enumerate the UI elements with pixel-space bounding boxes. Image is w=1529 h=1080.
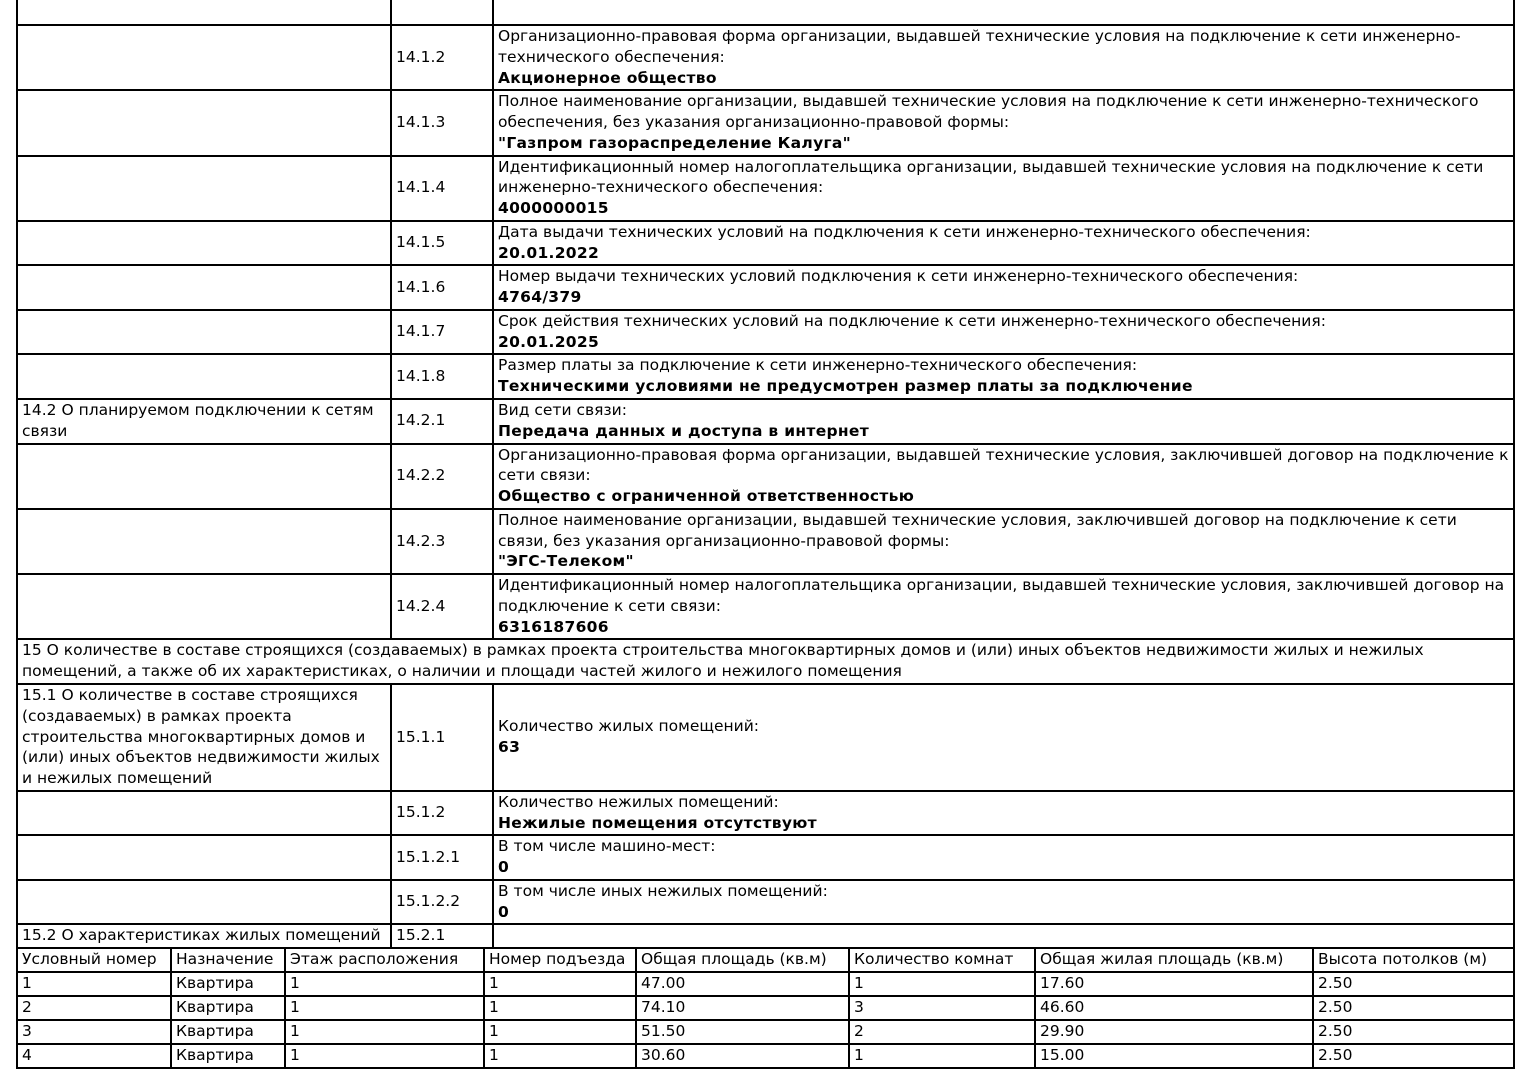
item-number-cell: 14.1.5 <box>391 221 493 266</box>
table-row <box>17 924 1514 948</box>
declaration-main-table-body <box>17 0 1514 948</box>
left-empty-cell <box>17 25 391 90</box>
field-label: Идентификационный номер налогоплательщика организации, выдавшей технические условия на подключение к сети инженерно-технического обеспечения: <box>498 157 1484 197</box>
field-cell <box>493 574 1514 639</box>
field-value: Техническими условиями не предусмотрен размер платы за подключение <box>498 377 1193 396</box>
left-empty-cell <box>17 880 391 925</box>
apartment-row <box>17 972 1514 996</box>
apartment-cell: 1 <box>484 1044 636 1068</box>
field-cell <box>493 265 1514 310</box>
field-label: В том числе иных нежилых помещений: <box>498 881 828 900</box>
field-label: Организационно-правовая форма организации, выдавшей технические условия на подключение к сети инженерно-технического обеспечения: <box>498 27 1461 66</box>
column-header: Количество комнат <box>849 948 1035 972</box>
column-header: Назначение <box>171 948 285 972</box>
field-cell <box>493 156 1514 221</box>
section-title-cell: 15.2 О характеристиках жилых помещений <box>17 924 391 948</box>
left-empty-cell <box>17 156 391 221</box>
table-row <box>17 399 1514 444</box>
left-empty-cell <box>17 835 391 880</box>
column-header: Этаж расположения <box>285 948 484 972</box>
apartment-cell: 2.50 <box>1313 972 1514 996</box>
column-header: Высота потолков (м) <box>1313 948 1514 972</box>
apartment-cell: 29.90 <box>1035 1020 1313 1044</box>
apartment-cell: 1 <box>849 972 1035 996</box>
section-title-cell: 15.1 О количестве в составе строящихся (создаваемых) в рамках проекта строительства многоквартирных домов и (или) иных объектов недвижимости жилых и нежилых помещений <box>17 684 391 791</box>
field-cell <box>493 791 1514 836</box>
field-value: 20.01.2022 <box>498 243 600 262</box>
apartment-cell: 2 <box>17 996 171 1020</box>
apartment-cell: 2.50 <box>1313 1020 1514 1044</box>
field-value: "ЭГС-Телеком" <box>498 552 634 571</box>
apartment-cell: 2.50 <box>1313 1044 1514 1068</box>
apartment-cell: 15.00 <box>1035 1044 1313 1068</box>
table-row <box>17 90 1514 155</box>
field-label: Полное наименование организации, выдавшей технические условия, заключившей договор на подключение к сети связи, без указания организационно-правовой формы: <box>498 510 1457 550</box>
apartment-row <box>17 1020 1514 1044</box>
field-value: Общество с ограниченной ответственностью <box>498 487 915 506</box>
field-cell <box>493 0 1514 25</box>
apartment-cell: Квартира <box>171 1044 285 1068</box>
left-empty-cell <box>17 444 391 509</box>
item-number-cell: 14.2.4 <box>391 574 493 639</box>
apartment-cell: 1 <box>285 1020 484 1044</box>
apartment-cell: 1 <box>484 972 636 996</box>
apartment-row <box>17 1044 1514 1068</box>
field-label: Полное наименование организации, выдавшей технические условия на подключение к сети инженерно-технического обеспечения, без указания организационно-правовой формы: <box>498 92 1479 132</box>
field-cell <box>493 924 1514 948</box>
table-row <box>17 310 1514 355</box>
field-value: 6316187606 <box>498 617 609 636</box>
table-row <box>17 221 1514 266</box>
apartment-cell: 1 <box>484 1020 636 1044</box>
field-value: 63 <box>498 737 521 756</box>
field-cell <box>493 684 1514 791</box>
table-row <box>17 444 1514 509</box>
apartment-cell: 74.10 <box>636 996 849 1020</box>
apartment-cell: 51.50 <box>636 1020 849 1044</box>
left-empty-cell <box>17 509 391 574</box>
apartment-cell: 2.50 <box>1313 996 1514 1020</box>
item-number-cell <box>391 0 493 25</box>
field-cell <box>493 354 1514 399</box>
apartment-cell: 1 <box>849 1044 1035 1068</box>
left-empty-cell <box>17 0 391 25</box>
apartment-cell: Квартира <box>171 972 285 996</box>
item-number-cell: 15.1.1 <box>391 684 493 791</box>
apartment-cell: 1 <box>285 1044 484 1068</box>
item-number-cell: 14.1.6 <box>391 265 493 310</box>
field-label: Дата выдачи технических условий на подключения к сети инженерно-технического обеспечения: <box>498 222 1311 241</box>
apartment-cell: Квартира <box>171 996 285 1020</box>
field-value: "Газпром газораспределение Калуга" <box>498 133 852 152</box>
column-header: Номер подъезда <box>484 948 636 972</box>
column-header: Условный номер <box>17 948 171 972</box>
field-value: 4764/379 <box>498 288 582 307</box>
left-empty-cell <box>17 574 391 639</box>
item-number-cell: 15.1.2.1 <box>391 835 493 880</box>
field-cell <box>493 399 1514 444</box>
apartment-cell: 47.00 <box>636 972 849 996</box>
section-title-cell: 14.2 О планируемом подключении к сетям связи <box>17 399 391 444</box>
apartment-cell: 3 <box>17 1020 171 1044</box>
apartment-cell: 2 <box>849 1020 1035 1044</box>
table-row <box>17 639 1514 684</box>
item-number-cell: 14.1.3 <box>391 90 493 155</box>
apartments-table <box>16 947 1515 1069</box>
left-empty-cell <box>17 265 391 310</box>
field-cell <box>493 444 1514 509</box>
field-value: 4000000015 <box>498 199 609 218</box>
apartment-cell: 4 <box>17 1044 171 1068</box>
field-label: Номер выдачи технических условий подключения к сети инженерно-технического обеспечения: <box>498 267 1299 286</box>
item-number-cell: 14.1.7 <box>391 310 493 355</box>
apartment-row <box>17 996 1514 1020</box>
table-row <box>17 509 1514 574</box>
field-cell <box>493 221 1514 266</box>
table-row <box>17 25 1514 90</box>
field-cell <box>493 880 1514 925</box>
apartment-cell: 3 <box>849 996 1035 1020</box>
left-empty-cell <box>17 791 391 836</box>
field-label: Идентификационный номер налогоплательщика организации, выдавшей технические условия, заключившей договор на подключение к сети связи: <box>498 576 1505 615</box>
apartment-cell: 17.60 <box>1035 972 1313 996</box>
field-value: 0 <box>498 858 510 877</box>
field-label: Организационно-правовая форма организации, выдавшей технические условия, заключившей договор на подключение к сети связи: <box>498 445 1509 485</box>
table-row <box>17 835 1514 880</box>
field-cell <box>493 90 1514 155</box>
apartments-table-body <box>17 972 1514 1068</box>
left-empty-cell <box>17 90 391 155</box>
item-number-cell: 14.2.1 <box>391 399 493 444</box>
field-cell <box>493 25 1514 90</box>
item-number-cell: 14.2.3 <box>391 509 493 574</box>
left-empty-cell <box>17 221 391 266</box>
apartment-cell: 1 <box>285 996 484 1020</box>
field-value: Акционерное общество <box>498 68 717 87</box>
apartment-cell: 46.60 <box>1035 996 1313 1020</box>
field-value: Нежилые помещения отсутствуют <box>498 813 817 832</box>
item-number-cell: 15.1.2 <box>391 791 493 836</box>
field-cell <box>493 509 1514 574</box>
field-cell <box>493 310 1514 355</box>
item-number-cell: 15.2.1 <box>391 924 493 948</box>
left-empty-cell <box>17 310 391 355</box>
apartment-cell: 1 <box>17 972 171 996</box>
table-row <box>17 880 1514 925</box>
apartment-cell: 1 <box>285 972 484 996</box>
apartment-cell: Квартира <box>171 1020 285 1044</box>
table-row <box>17 791 1514 836</box>
declaration-main-table <box>16 0 1515 949</box>
apartment-cell: 1 <box>484 996 636 1020</box>
item-number-cell: 14.1.2 <box>391 25 493 90</box>
left-empty-cell <box>17 354 391 399</box>
field-label: Срок действия технических условий на подключение к сети инженерно-технического обеспечения: <box>498 311 1326 330</box>
apartment-cell: 30.60 <box>636 1044 849 1068</box>
item-number-cell: 15.1.2.2 <box>391 880 493 925</box>
table-row <box>17 354 1514 399</box>
field-label: Количество жилых помещений: <box>498 717 760 736</box>
field-cell <box>493 835 1514 880</box>
table-row <box>17 684 1514 791</box>
field-label: Вид сети связи: <box>498 401 627 420</box>
item-number-cell: 14.1.8 <box>391 354 493 399</box>
field-value: 20.01.2025 <box>498 332 600 351</box>
field-label: Размер платы за подключение к сети инженерно-технического обеспечения: <box>498 356 1138 375</box>
column-header: Общая площадь (кв.м) <box>636 948 849 972</box>
item-number-cell: 14.1.4 <box>391 156 493 221</box>
field-value: Передача данных и доступа в интернет <box>498 421 870 440</box>
table-row <box>17 156 1514 221</box>
table-row <box>17 574 1514 639</box>
table-row <box>17 265 1514 310</box>
field-value: 0 <box>498 902 510 921</box>
field-label: В том числе машино-мест: <box>498 837 716 856</box>
column-header: Общая жилая площадь (кв.м) <box>1035 948 1313 972</box>
field-label: Количество нежилых помещений: <box>498 792 779 811</box>
apartments-header-row <box>17 948 1514 972</box>
section-heading-cell: 15 О количестве в составе строящихся (создаваемых) в рамках проекта строительства многоквартирных домов и (или) иных объектов недвижимости жилых и нежилых помещений, а также об их характеристиках, о наличии и площади частей жилого и нежилого помещения <box>17 639 1514 684</box>
item-number-cell: 14.2.2 <box>391 444 493 509</box>
table-row <box>17 0 1514 25</box>
